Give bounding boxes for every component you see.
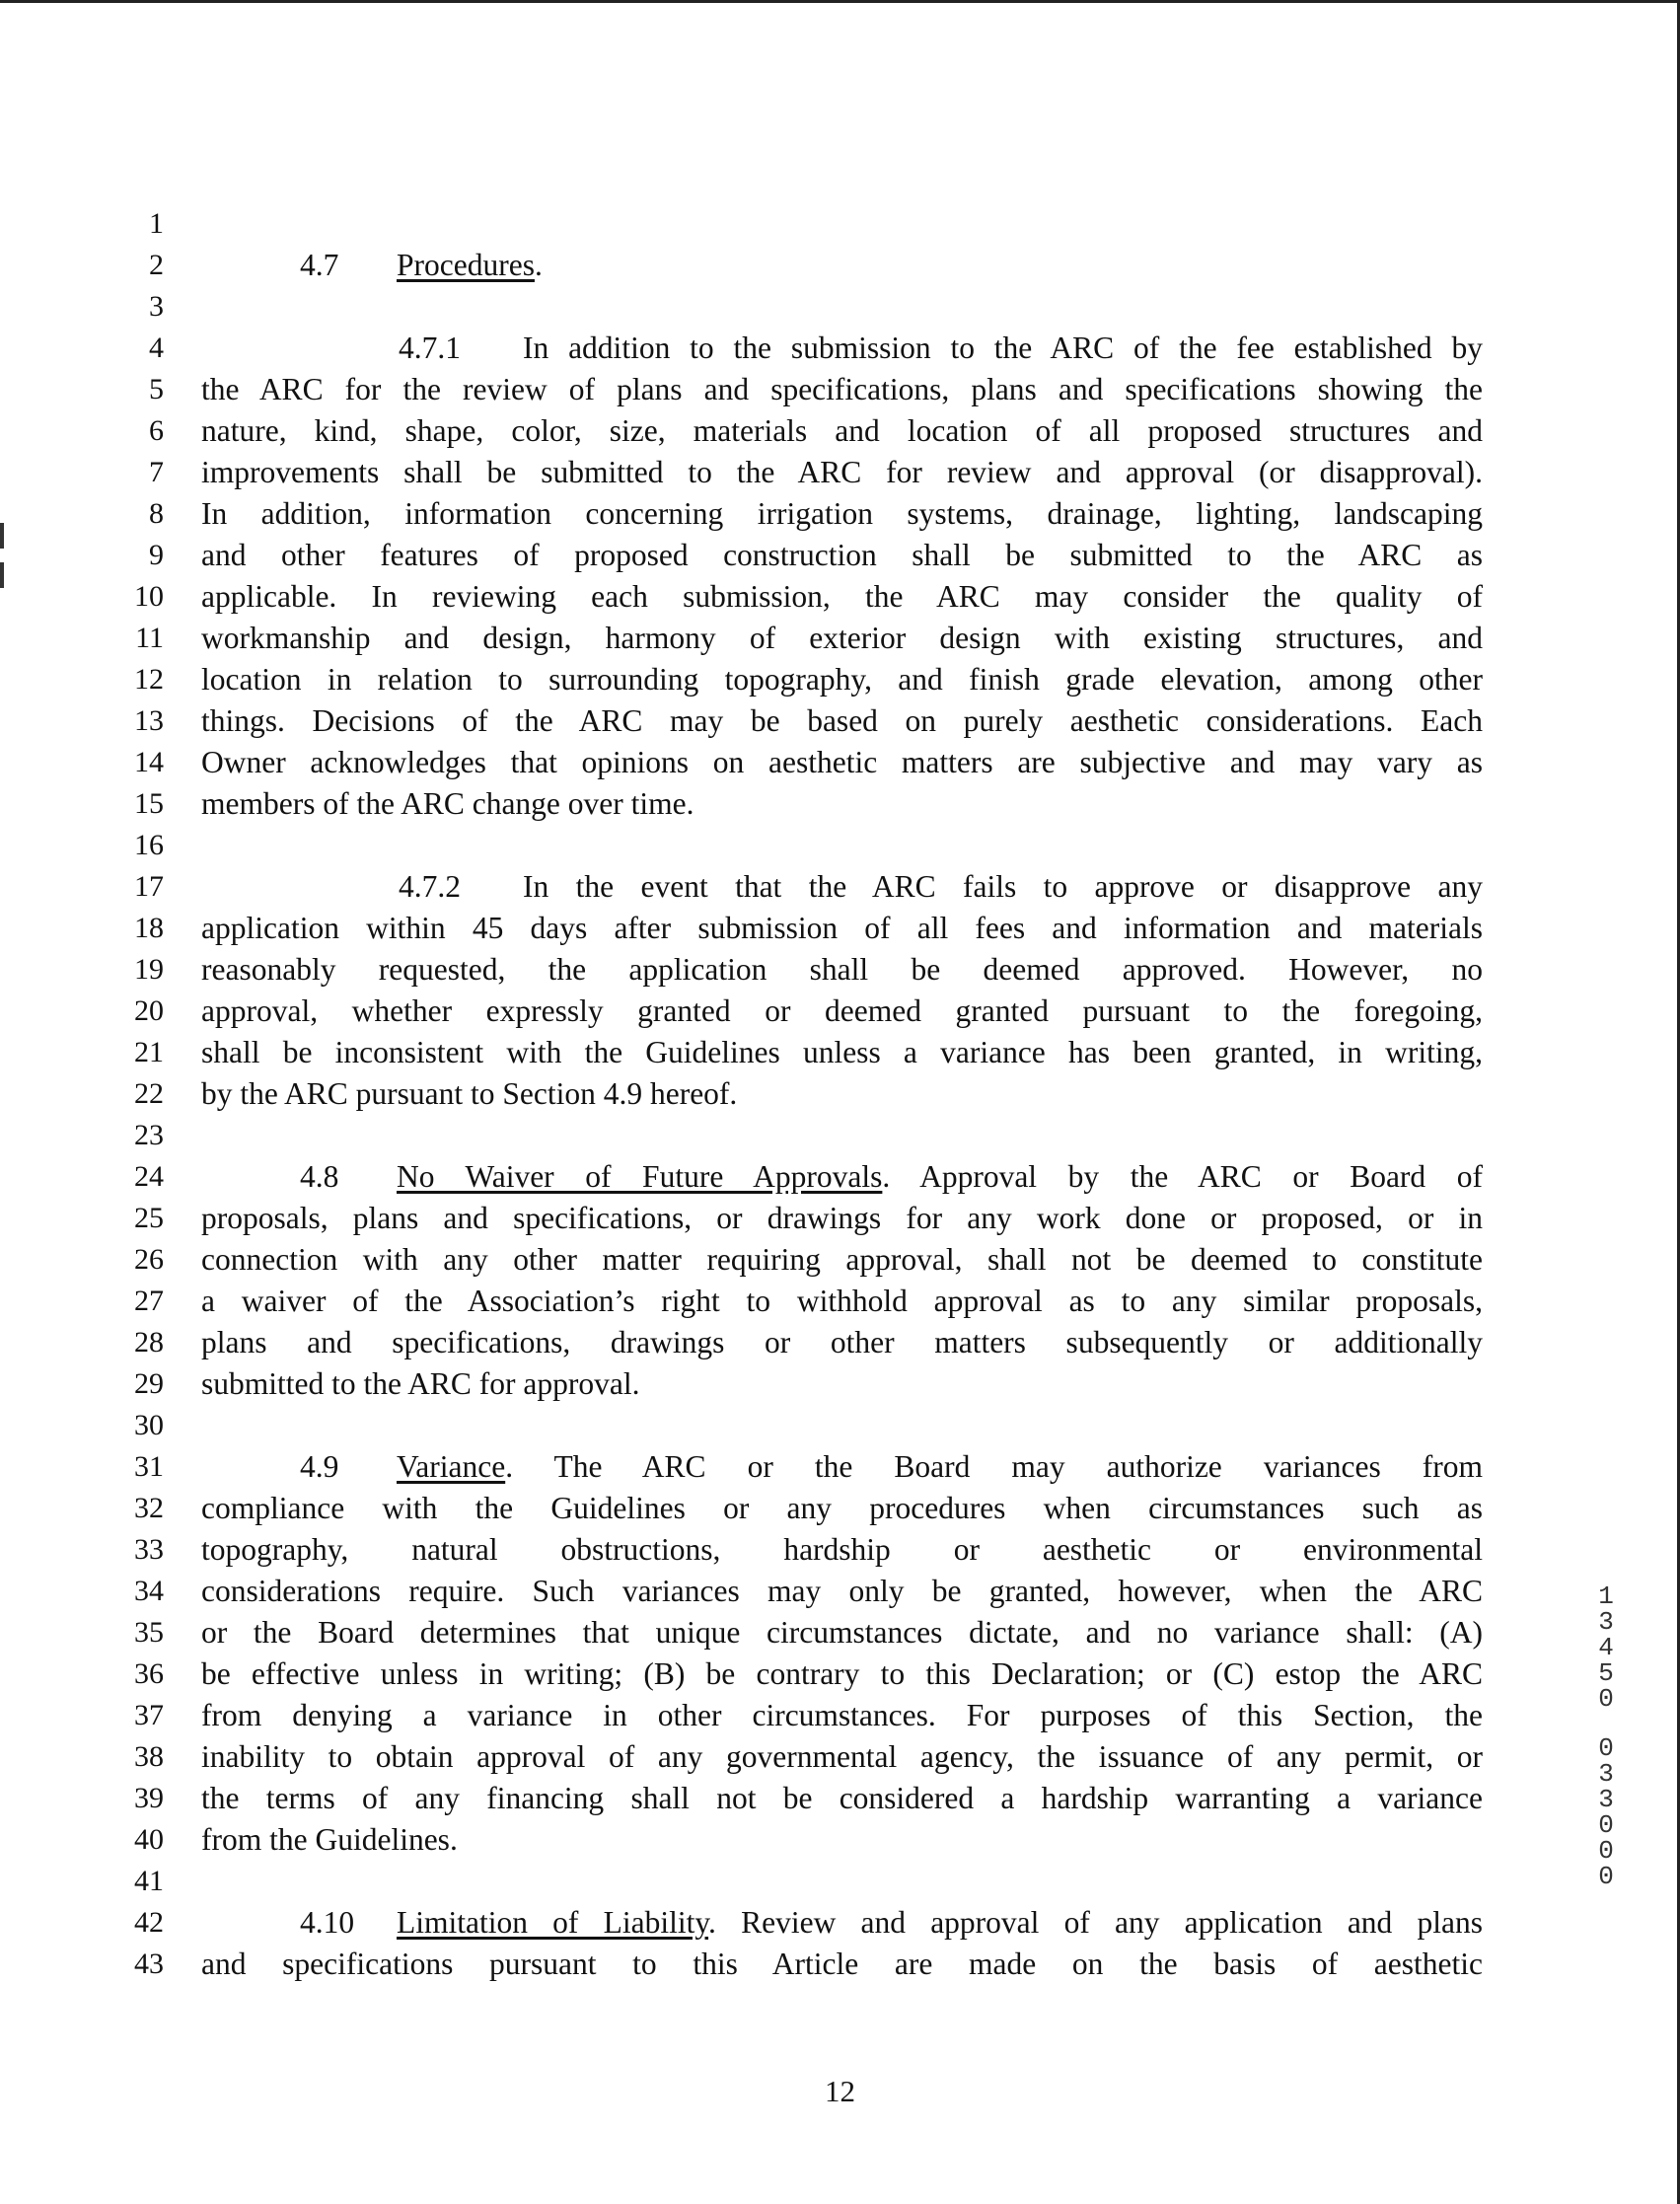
text-line: the terms of any financing shall not be considered a hardship warranting a variance <box>201 1781 1483 1815</box>
line-number: 25 <box>134 1202 164 1234</box>
page-number: 12 <box>825 2074 855 2108</box>
text-line: be effective unless in writing; (B) be contrary to this Declaration; or (C) estop the ARC <box>201 1656 1483 1691</box>
text-line: proposals, plans and specifications, or drawings for any work done or proposed, or in <box>201 1201 1483 1235</box>
line-number: 12 <box>134 663 164 696</box>
text-line: from the Guidelines. <box>201 1822 458 1857</box>
line-number: 39 <box>134 1782 164 1814</box>
line-number: 13 <box>134 704 164 737</box>
line-number: 20 <box>134 994 164 1027</box>
line-number: 35 <box>134 1616 164 1649</box>
text-line: and specifications pursuant to this Article are made on the basis of aesthetic <box>201 1947 1483 1981</box>
line-number: 4 <box>149 331 164 364</box>
line-number: 17 <box>134 870 164 903</box>
bates-stamp-char: 5 <box>1598 1658 1614 1688</box>
line-number: 36 <box>134 1657 164 1690</box>
text-line: and other features of proposed construction shall be submitted to the ARC as <box>201 538 1483 572</box>
text-line: shall be inconsistent with the Guidelines unless a variance has been granted, in writing, <box>201 1035 1483 1069</box>
bates-stamp-char: 3 <box>1598 1785 1614 1814</box>
section-title: Limitation of Liability <box>397 1905 709 1940</box>
section-first-line-rest: . Approval by the ARC or Board of <box>882 1159 1483 1194</box>
section-number: 4.7 <box>300 248 339 282</box>
text-line: submitted to the ARC for approval. <box>201 1366 640 1401</box>
line-number: 40 <box>134 1823 164 1856</box>
text-line <box>300 1156 1483 1198</box>
text-line: 4.7.1 In addition to the submission to the ARC of the fee established by <box>399 331 1483 365</box>
line-number: 23 <box>134 1119 164 1151</box>
text-line: improvements shall be submitted to the ARC for review and approval (or disapproval). <box>201 455 1483 489</box>
line-number: 34 <box>134 1575 164 1607</box>
line-number: 22 <box>134 1077 164 1110</box>
bates-stamp-char: 1 <box>1598 1581 1614 1611</box>
line-number: 33 <box>134 1533 164 1566</box>
text-line: a waiver of the Association’s right to withhold approval as to any similar proposals, <box>201 1284 1483 1318</box>
line-number: 27 <box>134 1285 164 1317</box>
section-number: 4.8 <box>300 1159 339 1194</box>
section-first-line-rest: . Review and approval of any application and plans <box>708 1905 1483 1940</box>
section-4-7-heading <box>300 245 543 286</box>
bates-stamp-char: 0 <box>1598 1733 1614 1763</box>
line-number: 5 <box>149 373 164 405</box>
section-title: Procedures <box>397 248 535 282</box>
text-line: inability to obtain approval of any governmental agency, the issuance of any permit, or <box>201 1739 1483 1774</box>
text-line: Owner acknowledges that opinions on aesthetic matters are subjective and may vary as <box>201 745 1483 779</box>
bates-stamp-char: 0 <box>1598 1684 1614 1714</box>
line-number: 31 <box>134 1450 164 1483</box>
text-line: connection with any other matter requiring approval, shall not be deemed to constitute <box>201 1242 1483 1277</box>
text-line: approval, whether expressly granted or deemed granted pursuant to the foregoing, <box>201 993 1483 1028</box>
line-number: 32 <box>134 1492 164 1524</box>
text-line: from denying a variance in other circumstances. For purposes of this Section, the <box>201 1698 1483 1732</box>
text-line: In addition, information concerning irrigation systems, drainage, lighting, landscaping <box>201 496 1483 531</box>
line-number: 7 <box>149 456 164 488</box>
line-number: 43 <box>134 1947 164 1980</box>
line-number: 11 <box>135 622 164 654</box>
text-line: 4.7.2 In the event that the ARC fails to approve or disapprove any <box>399 869 1483 904</box>
text-line: the ARC for the review of plans and specifications, plans and specifications showing the <box>201 372 1483 406</box>
line-number: 2 <box>149 249 164 281</box>
line-number: 28 <box>134 1326 164 1359</box>
text-line: location in relation to surrounding topography, and finish grade elevation, among other <box>201 662 1483 697</box>
bates-stamp-char <box>1586 1712 1626 1735</box>
text-line: plans and specifications, drawings or other matters subsequently or additionally <box>201 1325 1483 1359</box>
line-number: 42 <box>134 1906 164 1939</box>
text-line: topography, natural obstructions, hardship or aesthetic or environmental <box>201 1532 1483 1567</box>
section-number: 4.10 <box>300 1905 355 1940</box>
text-line: compliance with the Guidelines or any procedures when circumstances such as <box>201 1491 1483 1525</box>
scan-top-border <box>0 0 1680 3</box>
bates-stamp-char: 3 <box>1598 1607 1614 1637</box>
section-first-line-rest: . The ARC or the Board may authorize variances from <box>505 1449 1483 1484</box>
line-number: 8 <box>149 497 164 530</box>
scan-edge-mark <box>0 562 4 588</box>
line-number: 19 <box>134 953 164 986</box>
line-number: 9 <box>149 539 164 571</box>
text-line: nature, kind, shape, color, size, materials and location of all proposed structures and <box>201 413 1483 448</box>
line-number: 16 <box>134 829 164 861</box>
line-number: 30 <box>134 1409 164 1441</box>
text-line: members of the ARC change over time. <box>201 786 694 821</box>
scan-edge-mark <box>0 523 4 549</box>
line-number: 29 <box>134 1367 164 1400</box>
line-number: 24 <box>134 1160 164 1193</box>
text-line: or the Board determines that unique circumstances dictate, and no variance shall: (A) <box>201 1615 1483 1650</box>
line-number: 10 <box>134 580 164 613</box>
bates-stamp-char: 3 <box>1598 1759 1614 1789</box>
section-number: 4.9 <box>300 1449 339 1484</box>
text-line: workmanship and design, harmony of exterior design with existing structures, and <box>201 621 1483 655</box>
line-number: 37 <box>134 1699 164 1731</box>
text-line <box>300 1446 1483 1488</box>
line-number: 38 <box>134 1740 164 1773</box>
line-number: 18 <box>134 912 164 944</box>
line-number: 3 <box>149 290 164 323</box>
text-line: applicable. In reviewing each submission, the ARC may consider the quality of <box>201 579 1483 614</box>
text-line: considerations require. Such variances may only be granted, however, when the ARC <box>201 1574 1483 1608</box>
line-number: 41 <box>134 1865 164 1897</box>
text-line <box>300 1902 1483 1944</box>
line-number: 14 <box>134 746 164 778</box>
bates-stamp-char: 4 <box>1598 1633 1614 1662</box>
line-number: 26 <box>134 1243 164 1276</box>
bates-stamp <box>1586 1583 1626 1889</box>
text-line: things. Decisions of the ARC may be based on purely aesthetic considerations. Each <box>201 703 1483 738</box>
text-line: by the ARC pursuant to Section 4.9 hereof. <box>201 1076 738 1111</box>
line-number: 6 <box>149 414 164 447</box>
bates-stamp-char: 0 <box>1598 1836 1614 1866</box>
line-number: 15 <box>134 787 164 820</box>
bates-stamp-char: 0 <box>1598 1810 1614 1840</box>
section-title: No Waiver of Future Approvals <box>397 1159 883 1194</box>
section-title: Variance <box>397 1449 506 1484</box>
bates-stamp-char: 0 <box>1598 1862 1614 1891</box>
text-line: application within 45 days after submission of all fees and information and materials <box>201 911 1483 945</box>
section-title-suffix: . <box>534 248 543 282</box>
line-number: 1 <box>149 207 164 240</box>
text-line: reasonably requested, the application shall be deemed approved. However, no <box>201 952 1483 987</box>
line-number: 21 <box>134 1036 164 1068</box>
